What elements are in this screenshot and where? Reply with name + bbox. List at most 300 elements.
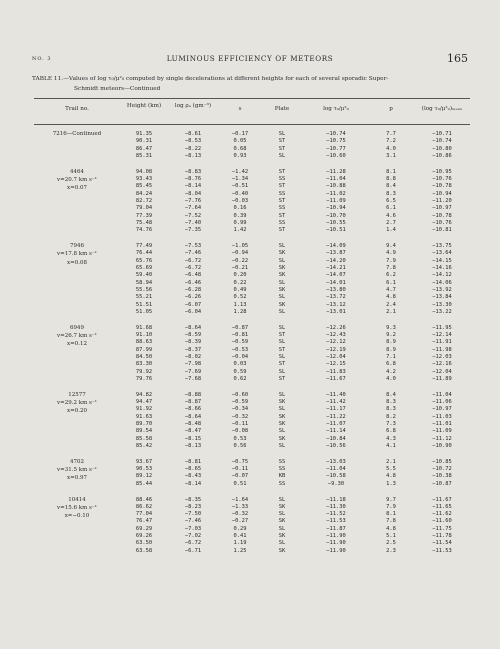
cell-height: 55.56 [135, 286, 153, 293]
cell-log-density: −7.68 [184, 375, 202, 382]
cell-height: 94.82 [135, 391, 153, 398]
cell-log-tau-mean: −11.91 [432, 339, 452, 346]
cell-s: −1.42 [231, 168, 249, 175]
cell-height: 85.44 [135, 480, 153, 487]
cell-height: 87.99 [135, 346, 153, 353]
cell-s: 0.56 [233, 442, 247, 449]
cell-height: 94.08 [135, 168, 153, 175]
cell-s: 0.59 [233, 368, 247, 375]
cell-log-density: −7.52 [184, 212, 202, 219]
cell-p: 2.4 [386, 301, 396, 308]
cell-p: 6.2 [386, 272, 396, 279]
cell-log-tau-mean: −10.76 [432, 176, 452, 183]
cell-log-tau: −14.21 [326, 265, 346, 271]
cell-p: 5.5 [386, 466, 396, 472]
cell-plate: ST [278, 138, 286, 145]
cell-height: 88.63 [135, 339, 153, 346]
cell-s: 0.99 [233, 219, 247, 226]
cell-plate: SS [278, 176, 286, 183]
cell-log-density: −8.59 [184, 332, 202, 338]
cell-log-tau: −12.12 [326, 339, 346, 346]
col-header-plate: Plate [274, 106, 290, 112]
cell-p: 4.6 [386, 212, 396, 219]
cell-log-tau-mean: −10.71 [432, 131, 452, 137]
cell-log-tau: −10.77 [326, 145, 346, 152]
cell-log-tau-mean: −11.20 [432, 198, 452, 204]
cell-s: −0.07 [231, 473, 249, 480]
cell-log-tau-mean: −12.16 [432, 361, 452, 368]
cell-log-tau-mean: −11.04 [432, 391, 452, 398]
trail-parameter: x=0.20 [67, 408, 87, 415]
cell-s: −0.08 [231, 428, 249, 435]
cell-p: 6.8 [386, 361, 396, 368]
trail-label [34, 496, 120, 521]
trail-number: 12577 [68, 391, 86, 398]
cell-log-tau: −10.94 [326, 205, 346, 212]
cell-p: 6.1 [386, 279, 396, 286]
cell-p: 2.1 [386, 308, 396, 315]
cell-log-tau: −12.43 [326, 332, 346, 338]
issue-number: NO. 3 [32, 56, 52, 62]
cell-log-tau-mean: −11.01 [432, 420, 452, 427]
cell-log-density: −7.50 [184, 511, 202, 518]
cell-s: 0.51 [233, 480, 247, 487]
cell-p: 8.1 [386, 511, 396, 518]
cell-s: 0.68 [233, 145, 247, 152]
cell-log-tau: −11.02 [326, 190, 346, 197]
cell-height: 94.47 [135, 399, 153, 405]
cell-height: 84.50 [135, 353, 153, 360]
cell-height: 65.76 [135, 257, 153, 264]
cell-s: −0.94 [231, 250, 249, 257]
trail-number: 4464 [70, 168, 84, 175]
cell-log-tau-mean: −11.62 [432, 511, 452, 518]
cell-p: 7.1 [386, 353, 396, 360]
cell-log-density: −8.04 [184, 190, 202, 197]
cell-log-density: −7.69 [184, 368, 202, 375]
col-header-log-tau-mean: (log τ₀/μ²₀)ₘₑₐₙ [421, 106, 463, 112]
cell-log-tau-mean: −11.60 [432, 518, 452, 525]
cell-plate: ST [278, 183, 286, 190]
cell-s: −0.03 [231, 198, 249, 204]
cell-p: 1.3 [386, 480, 396, 487]
cell-plate: SK [278, 420, 286, 427]
cell-plate: SL [278, 368, 286, 375]
cell-height: 93.43 [135, 176, 153, 183]
cell-height: 89.70 [135, 420, 153, 427]
cell-log-tau: −12.15 [326, 361, 346, 368]
cell-log-tau-mean: −10.74 [432, 138, 452, 145]
cell-log-tau: −10.74 [326, 131, 346, 137]
trail-parameter: v=29.2 km s⁻¹ [57, 399, 97, 406]
cell-p: 6.5 [386, 198, 396, 204]
col-header-p: p [389, 106, 393, 112]
cell-height: 69.26 [135, 533, 153, 539]
cell-log-tau-mean: −13.64 [432, 250, 452, 257]
cell-p: 6.8 [386, 428, 396, 435]
trail-label [34, 458, 120, 483]
cell-log-tau-mean: −11.12 [432, 435, 452, 442]
cell-s: −0.51 [231, 183, 249, 190]
cell-log-tau-mean: −11.65 [432, 503, 452, 510]
cell-log-tau-mean: −10.80 [432, 145, 452, 152]
cell-log-density: −8.66 [184, 406, 202, 413]
cell-log-density: −8.53 [184, 138, 202, 145]
cell-height: 76.44 [135, 250, 153, 257]
cell-s: 0.16 [233, 205, 247, 212]
cell-log-tau: −14.20 [326, 257, 346, 264]
cell-p: 2.7 [386, 219, 396, 226]
cell-log-tau-mean: −11.89 [432, 375, 452, 382]
cell-plate: SL [278, 308, 286, 315]
cell-log-tau-mean: −10.90 [432, 442, 452, 449]
cell-log-tau: −10.56 [326, 442, 346, 449]
cell-height: 91.68 [135, 324, 153, 331]
cell-height: 91.63 [135, 413, 153, 420]
cell-plate: SL [278, 496, 286, 503]
cell-plate: SL [278, 511, 286, 518]
cell-log-density: −8.64 [184, 413, 202, 420]
cell-log-tau-mean: −11.78 [432, 533, 452, 539]
trail-label [34, 324, 120, 349]
cell-log-tau-mean: −13.75 [432, 243, 452, 250]
cell-height: 86.47 [135, 145, 153, 152]
cell-plate: SS [278, 480, 286, 487]
cell-log-tau-mean: −10.95 [432, 168, 452, 175]
cell-plate: SL [278, 131, 286, 137]
cell-p: 8.1 [386, 168, 396, 175]
cell-plate: ST [278, 332, 286, 338]
cell-p: 1.4 [386, 227, 396, 234]
cell-log-density: −8.83 [184, 168, 202, 175]
cell-log-tau-mean: −14.12 [432, 272, 452, 279]
cell-log-density: −7.46 [184, 518, 202, 525]
caption-line-1: TABLE 11.—Values of log τ₀/μ²₀ computed by single decelerations at different heights for each of several sporadic Super- [32, 76, 389, 82]
cell-s: 0.49 [233, 286, 247, 293]
cell-plate: SS [278, 219, 286, 226]
trail-parameter: x=0.07 [67, 185, 87, 192]
cell-log-tau: −11.04 [326, 466, 346, 472]
cell-height: 77.49 [135, 243, 153, 250]
cell-log-density: −8.81 [184, 458, 202, 465]
col-header-log-tau: log τ₀/μ²₀ [323, 106, 349, 112]
cell-plate: SS [278, 458, 286, 465]
cell-plate: SK [278, 518, 286, 525]
cell-log-density: −8.14 [184, 183, 202, 190]
col-header-s: s [238, 106, 242, 112]
cell-plate: KB [278, 473, 286, 480]
cell-p: 2.5 [386, 540, 396, 547]
cell-s: 0.39 [233, 212, 247, 219]
trail-number: 7216—Continued [52, 131, 102, 137]
cell-log-tau-mean: −11.03 [432, 413, 452, 420]
cell-p: 4.2 [386, 368, 396, 375]
cell-plate: SL [278, 540, 286, 547]
cell-height: 63.58 [135, 547, 153, 554]
cell-log-tau: −11.30 [326, 503, 346, 510]
cell-log-density: −8.39 [184, 339, 202, 346]
cell-plate: ST [278, 168, 286, 175]
cell-s: 1.13 [233, 301, 247, 308]
cell-height: 79.92 [135, 368, 153, 375]
cell-plate: SK [278, 250, 286, 257]
cell-height: 65.69 [135, 265, 153, 271]
trail-parameter: v=31.5 km s⁻¹ [57, 466, 97, 473]
cell-plate: SL [278, 152, 286, 159]
cell-plate: SL [278, 525, 286, 532]
cell-log-density: −8.43 [184, 473, 202, 480]
col-header-trail-no: Trail no. [65, 106, 89, 112]
cell-log-tau: −11.53 [326, 518, 346, 525]
cell-log-tau: −13.72 [326, 294, 346, 301]
cell-log-tau-mean: −10.78 [432, 183, 452, 190]
trail-parameter: v=20.7 km s⁻¹ [57, 177, 97, 183]
cell-plate: ST [278, 375, 286, 382]
trail-number: 10414 [68, 496, 86, 503]
cell-s: 0.05 [233, 138, 247, 145]
cell-s: 0.29 [233, 525, 247, 532]
cell-log-tau: −10.75 [326, 138, 346, 145]
trail-number: 7946 [70, 243, 84, 250]
cell-log-density: −8.14 [184, 480, 202, 487]
cell-p: 7.8 [386, 518, 396, 525]
cell-p: 4.1 [386, 442, 396, 449]
trail-parameter: v=15.6 km s⁻¹ [57, 504, 97, 511]
cell-log-tau-mean: −14.15 [432, 257, 452, 264]
cell-s: −0.21 [231, 265, 249, 271]
cell-plate: SL [278, 257, 286, 264]
cell-log-tau-mean: −10.85 [432, 458, 452, 465]
cell-height: 85.58 [135, 435, 153, 442]
cell-height: 93.67 [135, 458, 153, 465]
cell-log-density: −6.72 [184, 257, 202, 264]
cell-log-tau-mean: −10.94 [432, 190, 452, 197]
cell-plate: SK [278, 301, 286, 308]
cell-log-tau: −13.87 [326, 250, 346, 257]
cell-plate: SL [278, 339, 286, 346]
cell-log-tau: −11.22 [326, 413, 346, 420]
cell-s: 0.52 [233, 294, 247, 301]
cell-log-tau-mean: −13.92 [432, 286, 452, 293]
cell-s: 0.53 [233, 435, 247, 442]
cell-height: 90.31 [135, 138, 153, 145]
cell-log-density: −7.02 [184, 533, 202, 539]
cell-s: −0.32 [231, 511, 249, 518]
cell-log-tau-mean: −12.03 [432, 353, 452, 360]
cell-plate: SK [278, 547, 286, 554]
journal-title: LUMINOUS EFFICIENCY OF METEORS [166, 54, 334, 63]
cell-s: −0.87 [231, 324, 249, 331]
table-header-rule [34, 124, 470, 125]
cell-log-tau-mean: −10.81 [432, 227, 452, 234]
cell-height: 91.35 [135, 131, 153, 137]
col-header-height: Height (km) [126, 103, 162, 109]
cell-height: 69.29 [135, 525, 153, 532]
cell-s: −0.11 [231, 420, 249, 427]
cell-s: −0.59 [231, 399, 249, 405]
cell-s: −0.32 [231, 413, 249, 420]
cell-log-tau: −10.51 [326, 227, 346, 234]
cell-height: 51.51 [135, 301, 153, 308]
cell-log-density: −7.35 [184, 227, 202, 234]
cell-log-tau-mean: −11.95 [432, 324, 452, 331]
cell-p: 8.3 [386, 190, 396, 197]
cell-log-density: −7.64 [184, 205, 202, 212]
cell-height: 84.24 [135, 190, 153, 197]
cell-log-density: −8.64 [184, 324, 202, 331]
cell-s: 0.62 [233, 375, 247, 382]
cell-s: −0.53 [231, 346, 249, 353]
trail-label [34, 168, 120, 193]
cell-log-tau: −14.09 [326, 243, 346, 250]
cell-log-tau-mean: −13.84 [432, 294, 452, 301]
cell-height: 63.50 [135, 540, 153, 547]
cell-log-density: −8.61 [184, 131, 202, 137]
cell-p: 4.0 [386, 375, 396, 382]
cell-log-tau: −10.55 [326, 219, 346, 226]
caption-line-2: Schmidt meteors—Continued [74, 86, 161, 92]
cell-log-tau-mean: −11.06 [432, 399, 452, 405]
page-number: 165 [447, 52, 468, 65]
cell-log-tau: −11.28 [326, 168, 346, 175]
cell-height: 77.04 [135, 511, 153, 518]
cell-height: 91.10 [135, 332, 153, 338]
cell-plate: SL [278, 428, 286, 435]
cell-height: 85.42 [135, 442, 153, 449]
cell-log-density: −7.40 [184, 219, 202, 226]
cell-log-tau-mean: −11.54 [432, 540, 452, 547]
cell-p: 6.1 [386, 205, 396, 212]
cell-height: 55.21 [135, 294, 153, 301]
cell-log-tau: −10.88 [326, 183, 346, 190]
cell-log-density: −8.76 [184, 176, 202, 183]
cell-log-tau: −10.58 [326, 473, 346, 480]
cell-s: −0.60 [231, 391, 249, 398]
cell-log-tau: −11.52 [326, 511, 346, 518]
cell-log-tau-mean: −10.78 [432, 212, 452, 219]
cell-log-density: −8.48 [184, 420, 202, 427]
cell-log-tau: −9.30 [327, 480, 345, 487]
cell-plate: SS [278, 466, 286, 472]
cell-s: 1.19 [233, 540, 247, 547]
cell-log-tau: −11.42 [326, 399, 346, 405]
cell-plate: SL [278, 406, 286, 413]
cell-height: 89.12 [135, 473, 153, 480]
cell-height: 79.76 [135, 375, 153, 382]
cell-p: 4.8 [386, 473, 396, 480]
cell-height: 76.47 [135, 518, 153, 525]
cell-plate: SK [278, 533, 286, 539]
cell-log-density: −8.65 [184, 466, 202, 472]
cell-log-density: −8.37 [184, 346, 202, 353]
cell-height: 79.04 [135, 205, 153, 212]
cell-log-tau: −11.09 [326, 198, 346, 204]
cell-log-tau: −10.60 [326, 152, 346, 159]
cell-log-tau: −11.14 [326, 428, 346, 435]
cell-p: 8.9 [386, 346, 396, 353]
cell-log-tau: −10.84 [326, 435, 346, 442]
cell-height: 75.48 [135, 219, 153, 226]
cell-height: 59.40 [135, 272, 153, 279]
cell-p: 7.8 [386, 265, 396, 271]
cell-log-tau-mean: −10.86 [432, 152, 452, 159]
table-top-rule [34, 98, 470, 99]
cell-s: −0.75 [231, 458, 249, 465]
cell-plate: ST [278, 361, 286, 368]
cell-log-tau: −12.04 [326, 353, 346, 360]
cell-plate: SS [278, 205, 286, 212]
table-caption [32, 74, 468, 94]
cell-s: 0.41 [233, 533, 247, 539]
cell-p: 7.9 [386, 257, 396, 264]
cell-plate: ST [278, 198, 286, 204]
cell-log-tau-mean: −10.72 [432, 466, 452, 472]
cell-p: 8.9 [386, 339, 396, 346]
cell-log-tau-mean: −13.22 [432, 308, 452, 315]
cell-log-density: −8.23 [184, 503, 202, 510]
cell-log-density: −7.98 [184, 361, 202, 368]
cell-plate: SL [278, 243, 286, 250]
cell-plate: SL [278, 324, 286, 331]
cell-log-tau-mean: −10.97 [432, 406, 452, 413]
trail-number: 6949 [70, 324, 84, 331]
cell-s: 0.03 [233, 361, 247, 368]
cell-plate: SL [278, 353, 286, 360]
cell-log-tau-mean: −10.97 [432, 205, 452, 212]
cell-s: 0.20 [233, 272, 247, 279]
cell-log-tau: −11.18 [326, 496, 346, 503]
cell-s: −0.04 [231, 353, 249, 360]
cell-log-density: −6.28 [184, 286, 202, 293]
trail-parameter: v=17.8 km s⁻¹ [57, 251, 97, 258]
cell-p: 8.8 [386, 176, 396, 183]
cell-log-tau: −11.87 [326, 525, 346, 532]
cell-p: 4.3 [386, 435, 396, 442]
running-header [32, 52, 468, 66]
cell-log-tau: −11.90 [326, 540, 346, 547]
cell-s: −0.40 [231, 190, 249, 197]
cell-plate: SL [278, 294, 286, 301]
cell-height: 83.30 [135, 361, 153, 368]
cell-height: 74.76 [135, 227, 153, 234]
trail-parameter: x=−0.10 [64, 512, 90, 519]
cell-height: 51.05 [135, 308, 153, 315]
cell-p: 4.8 [386, 294, 396, 301]
cell-log-density: −6.72 [184, 540, 202, 547]
cell-height: 86.62 [135, 503, 153, 510]
cell-log-tau-mean: −11.53 [432, 547, 452, 554]
cell-p: 5.1 [386, 533, 396, 539]
cell-p: 7.7 [386, 131, 396, 137]
trail-number: 4702 [70, 458, 84, 465]
cell-s: 1.28 [233, 308, 247, 315]
cell-s: −1.34 [231, 176, 249, 183]
cell-log-density: −7.03 [184, 525, 202, 532]
cell-log-density: −8.47 [184, 428, 202, 435]
cell-plate: SK [278, 272, 286, 279]
cell-log-density: −8.87 [184, 399, 202, 405]
cell-plate: SL [278, 279, 286, 286]
cell-log-tau: −14.01 [326, 279, 346, 286]
cell-log-tau-mean: −10.87 [432, 480, 452, 487]
col-header-log-density: log ρₐ (gm⁻³) [174, 103, 212, 109]
cell-log-tau: −11.90 [326, 533, 346, 539]
cell-s: −0.34 [231, 406, 249, 413]
cell-plate: SS [278, 190, 286, 197]
cell-log-density: −7.76 [184, 198, 202, 204]
cell-log-density: −6.26 [184, 294, 202, 301]
cell-log-tau: −11.04 [326, 176, 346, 183]
